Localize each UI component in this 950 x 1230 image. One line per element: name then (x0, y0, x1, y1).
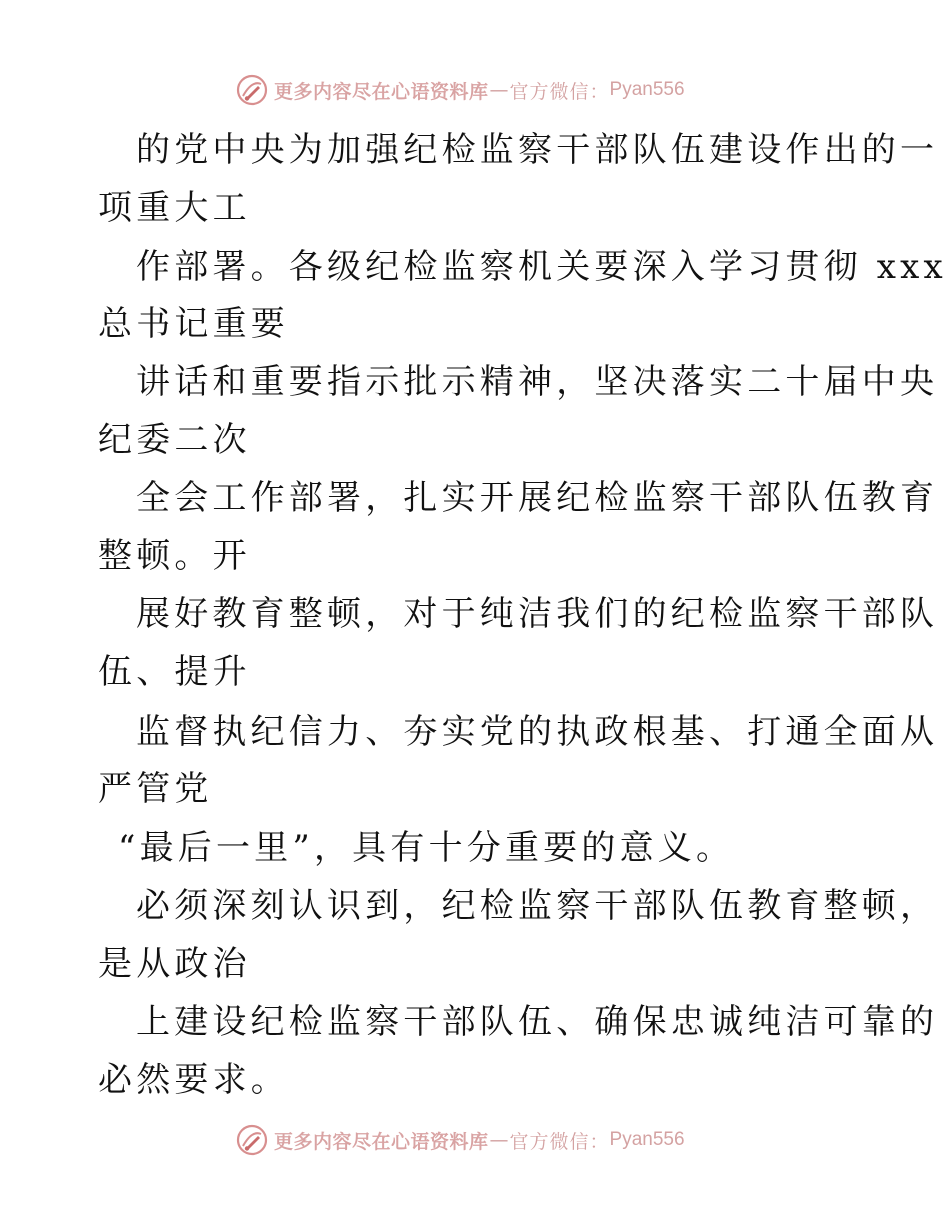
text-line: 项重大工 (98, 188, 251, 228)
banner-wechat-label: 官方微信： (509, 80, 610, 103)
banner-wechat-id: Pyan556 (609, 79, 685, 100)
text-line: 必然要求。 (98, 1060, 289, 1100)
text-line: 的党中央为加强纪检监察干部队伍建设作出的一 (136, 130, 939, 170)
text-line: 全会工作部署，扎实开展纪检监察干部队伍教育 (136, 478, 939, 518)
text-line: “最后一里”，具有十分重要的意义。 (118, 828, 735, 868)
text-line: 伍、提升 (98, 652, 251, 692)
banner-separator: — (489, 79, 509, 101)
text-line: 是从政治 (98, 944, 251, 984)
text-line: 总书记重要 (98, 304, 289, 344)
text-line: 监督执纪信力、夯实党的执政根基、打通全面从 (136, 712, 939, 752)
banner-site-text: 更多内容尽在心语资料库 (274, 80, 489, 103)
banner-wechat-label: 官方微信： (509, 1130, 610, 1153)
text-line: 纪委二次 (98, 420, 251, 460)
text-line: 必须深刻认识到，纪检监察干部队伍教育整顿， (136, 886, 939, 926)
pen-logo-icon (236, 1124, 268, 1156)
text-line: 上建设纪检监察干部队伍、确保忠诚纯洁可靠的 (136, 1002, 939, 1042)
text-line: 作部署。各级纪检监察机关要深入学习贯彻 xxx (136, 247, 947, 287)
text-line: 严管党 (98, 769, 213, 809)
banner-separator: — (489, 1129, 509, 1151)
text-line: 展好教育整顿，对于纯洁我们的纪检监察干部队 (136, 594, 939, 634)
text-line: 整顿。开 (98, 536, 251, 576)
banner-wechat-id: Pyan556 (609, 1129, 685, 1150)
footer-banner (236, 1122, 685, 1158)
text-line: 讲话和重要指示批示精神，坚决落实二十届中央 (136, 362, 939, 402)
banner-site-text: 更多内容尽在心语资料库 (274, 1130, 489, 1153)
